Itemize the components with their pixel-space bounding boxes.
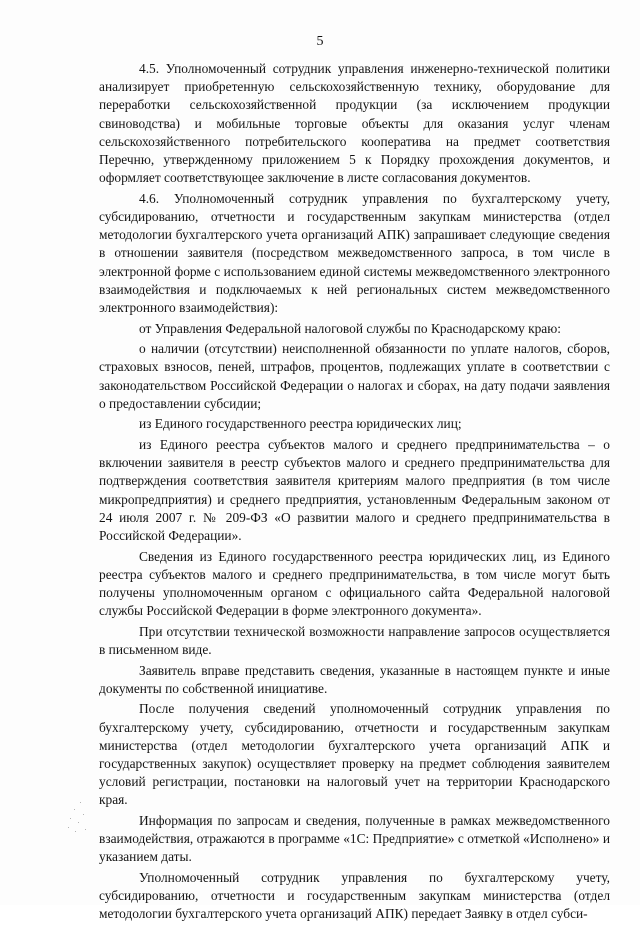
paragraph-verification: После получения сведений уполномоченный сотрудник управления по бухгалтерскому учету, субсидированию, отчетности и государственным закупкам министерства (отдел методологии бухгалтерского учета организаций АПК и государственных закупок) осуществляет проверку на предмет соблюдения заявителем условий регистрации, постановки на налоговый учет на территории Краснодарского края. <box>99 701 610 808</box>
paragraph-sme-registry: из Единого реестра субъектов малого и среднего предпринимательства – о включении заявителя в реестр субъектов малого и среднего предпринимательства для подтверждения соответствия заявителя критериям малого предприятия (в том числе микропредприятия) и среднего предприятия, установленным Федеральным законом от 24 июля 2007 г. № 209-ФЗ «О развитии малого и среднего предпринимательства в Российской Федерации». <box>99 437 610 544</box>
scan-speckles <box>66 800 90 834</box>
paragraph-paper-requests: При отсутствии технической возможности направление запросов осуществляется в письменном виде. <box>99 623 610 658</box>
paragraph-4-6: 4.6. Уполномоченный сотрудник управления по бухгалтерскому учету, субсидированию, отчетности и государственным закупкам министерства (отдел методологии бухгалтерского учета организаций АПК) запрашивает следующие сведения в отношении заявителя (посредством межведомственного запроса, в том числе в электронной форме с использованием единой системы межведомственного электронного взаимодействия и подключаемых к ней региональных систем межведомственного электронного взаимодействия): <box>99 190 610 316</box>
paragraph-tax-service-source: от Управления Федеральной налоговой службы по Краснодарскому краю: <box>139 320 561 336</box>
paragraph-4-5: 4.5. Уполномоченный сотрудник управления инженерно-технической политики анализирует приобретенную сельскохозяйственную технику, оборудование для переработки сельскохозяйственной продукции (за исключением продукции свиноводства) и мобильные торговые объекты для оказания услуг членам сельскохозяйственного потребительского кооператива на предмет соответствия Перечню, утвержденному приложением 5 к Порядку прохождения документов, и оформляет соответствующее заключение в листе согласования документов. <box>99 61 610 186</box>
paragraph-official-site: Сведения из Единого государственного реестра юридических лиц, из Единого реестра субъектов малого и среднего предпринимательства, в том числе могут быть получены уполномоченным органом с официального сайта Федеральной налоговой службы Российской Федерации в форме электронного документа». <box>99 548 610 619</box>
paragraph-transfer-application: Уполномоченный сотрудник управления по бухгалтерскому учету, субсидированию, отчетности и государственным закупкам министерства (отдел методологии бухгалтерского учета организаций АПК) передает Заявку в отдел субси- <box>99 870 610 922</box>
document-body <box>99 60 610 926</box>
paragraph-1c-record: Информация по запросам и сведения, полученные в рамках межведомственного взаимодействия, отражаются в программе «1С: Предприятие» с отметкой «Исполнено» и указанием даты. <box>99 813 610 865</box>
paragraph-tax-obligations: о наличии (отсутствии) неисполненной обязанности по уплате налогов, сборов, страховых взносов, пеней, штрафов, процентов, подлежащих уплате в соответствии с законодательством Российской Федерации о налогах и сборах, на дату подачи заявления о предоставлении субсидии; <box>99 341 610 411</box>
paragraph-egrul-source: из Единого государственного реестра юридических лиц; <box>139 416 462 432</box>
page-number: 5 <box>316 34 324 49</box>
paragraph-applicant-right: Заявитель вправе представить сведения, указанные в настоящем пункте и иные документы по собственной инициативе. <box>99 662 610 696</box>
